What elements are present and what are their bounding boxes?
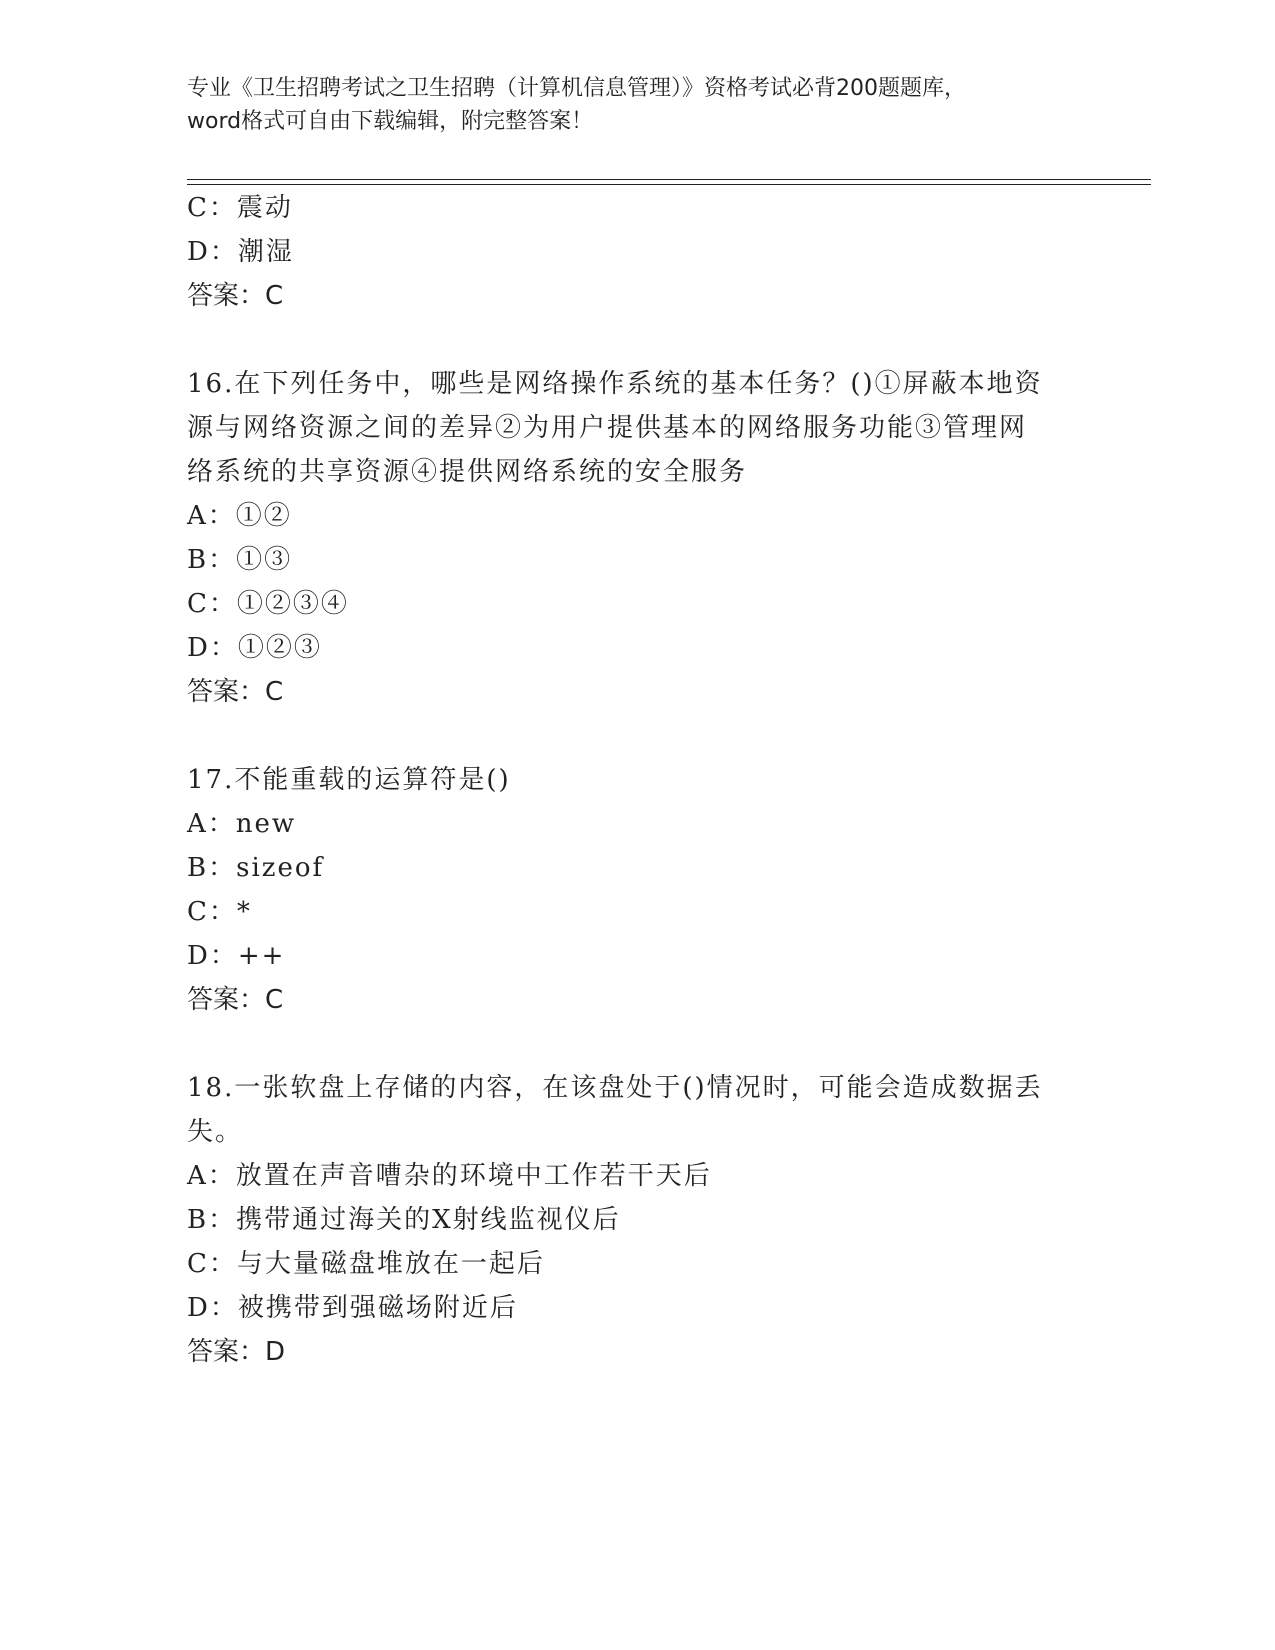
question-18-stem-2: 失。 [187, 1117, 244, 1147]
question-16-answer: 答案：C [187, 677, 284, 707]
document-header [187, 72, 1087, 138]
question-18-stem-1: 18.一张软盘上存储的内容，在该盘处于()情况时，可能会造成数据丢 [187, 1073, 1043, 1103]
question-16-stem-2: 源与网络资源之间的差异②为用户提供基本的网络服务功能③管理网 [187, 413, 1028, 443]
question-18-option-c: C：与大量磁盘堆放在一起后 [187, 1249, 545, 1279]
question-16-option-c: C：①②③④ [187, 589, 349, 619]
header-rule-bottom [187, 184, 1151, 185]
question-18-option-b: B：携带通过海关的X射线监视仪后 [187, 1205, 621, 1235]
question-17-option-d: D：++ [187, 941, 286, 971]
question-17-stem-1: 17.不能重载的运算符是() [187, 765, 511, 795]
header-line-1: 专业《卫生招聘考试之卫生招聘（计算机信息管理）》资格考试必背200题题库， [187, 76, 966, 101]
question-18-option-d: D：被携带到强磁场附近后 [187, 1293, 518, 1323]
question-18-option-a: A：放置在声音嘈杂的环境中工作若干天后 [187, 1161, 712, 1191]
answer-line: 答案：C [187, 281, 284, 311]
question-17-option-b: B：sizeof [187, 853, 325, 883]
question-16-stem-3: 络系统的共享资源④提供网络系统的安全服务 [187, 457, 748, 487]
question-16-stem-1: 16.在下列任务中，哪些是网络操作系统的基本任务？()①屏蔽本地资 [187, 369, 1043, 399]
question-17-option-a: A：new [187, 809, 297, 839]
question-18-answer: 答案：D [187, 1337, 286, 1367]
question-16-option-d: D：①②③ [187, 633, 322, 663]
header-rule-top [187, 179, 1151, 180]
header-line-2: word格式可自由下载编辑，附完整答案！ [187, 109, 594, 134]
question-16-option-b: B：①③ [187, 545, 293, 575]
option-c: C：震动 [187, 193, 293, 223]
question-16-option-a: A：①② [187, 501, 292, 531]
question-17-option-c: C：* [187, 897, 252, 927]
question-17-answer: 答案：C [187, 985, 284, 1015]
option-d: D：潮湿 [187, 237, 294, 267]
